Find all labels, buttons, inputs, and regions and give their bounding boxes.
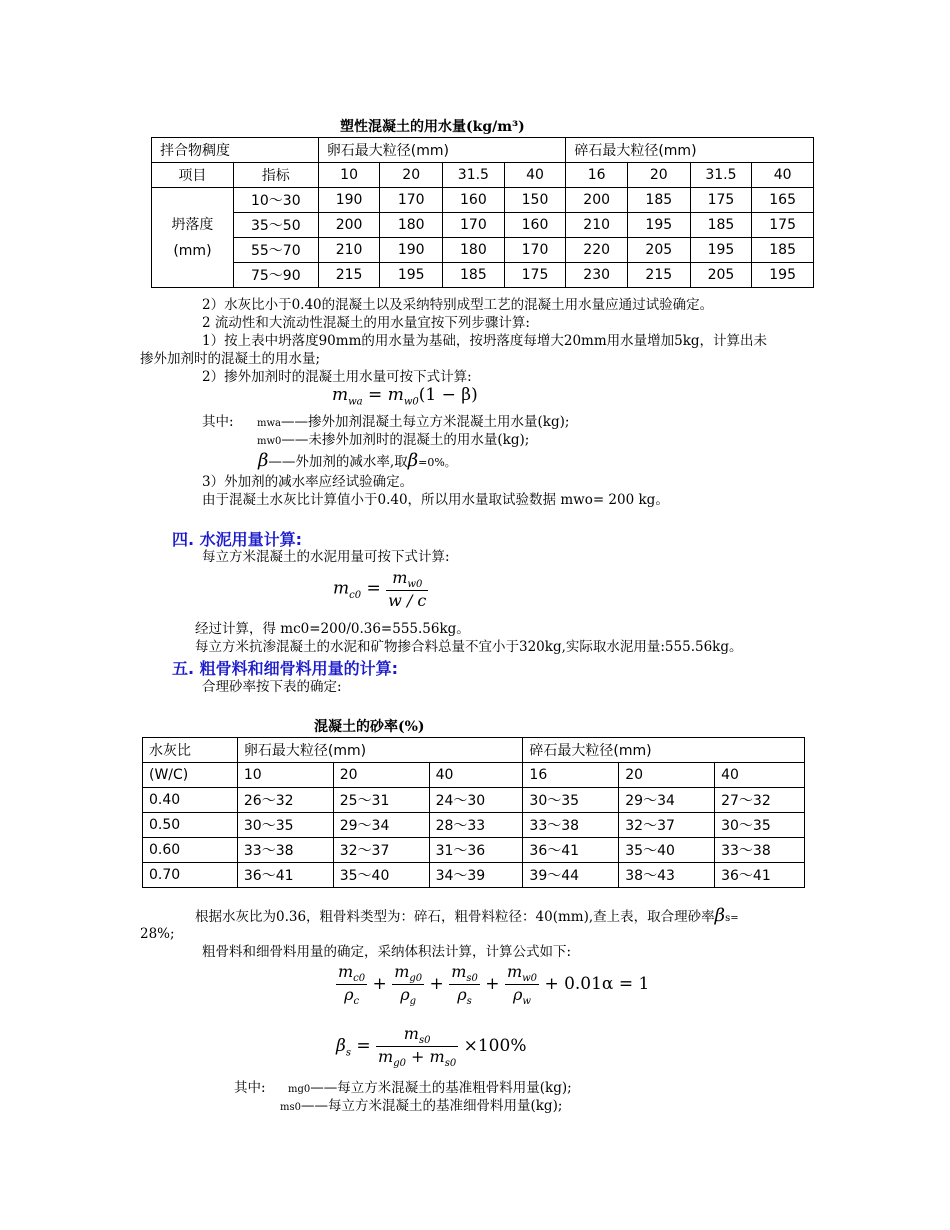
formula-subscript: wa — [348, 396, 363, 408]
table-cell: 75～90 — [233, 263, 318, 288]
table-cell: 33～38 — [715, 838, 805, 863]
where-prefix: 其中: — [202, 414, 234, 430]
table-cell: 195 — [627, 213, 690, 238]
table1-size: 10 — [318, 163, 380, 188]
formula-subscript: w0 — [403, 396, 419, 408]
sand-ratio-table — [142, 737, 805, 888]
where-line — [257, 431, 529, 451]
table-cell: 175 — [752, 213, 814, 238]
formula-tail: ×100% — [463, 1036, 527, 1057]
table-cell: 175 — [690, 188, 752, 213]
formula-tail: + 0.01α = 1 — [544, 974, 650, 995]
where-line — [258, 452, 456, 472]
table2-size: 10 — [237, 763, 333, 788]
table-cell: 27～32 — [715, 788, 805, 813]
table-row — [152, 213, 814, 238]
table-cell: 150 — [504, 188, 566, 213]
table1-header-pebble: 卵石最大粒径(mm) — [318, 138, 566, 163]
formula-tail: (1 − β) — [418, 385, 478, 405]
formula-symbol: m — [392, 568, 408, 587]
para-line: 粗骨料和细骨料用量的确定，采纳体积法计算，计算公式如下: — [202, 944, 572, 960]
para-line: 掺外加剂时的混凝土的用水量; — [140, 351, 321, 367]
table1-size: 16 — [566, 163, 628, 188]
table-cell: 10～30 — [233, 188, 318, 213]
formula-sand-ratio: $\beta_s$ = $\frac{m_{s0}}{m_{g0} + m_{s0}}$ ×100% — [336, 1024, 527, 1070]
table-cell: 180 — [380, 213, 443, 238]
para-line: 经过计算，得 mc0=200/0.36=555.56kg。 — [195, 621, 470, 637]
table2-size: 40 — [429, 763, 523, 788]
table-row — [143, 863, 805, 888]
table-cell: 30～35 — [523, 788, 619, 813]
formula-subscript: w0 — [407, 579, 423, 591]
table-cell: 39～44 — [523, 863, 619, 888]
table-cell: 170 — [380, 188, 443, 213]
table-cell: 210 — [318, 238, 380, 263]
table-cell: 36～41 — [523, 838, 619, 863]
table-cell: 180 — [443, 238, 505, 263]
table-cell: 220 — [566, 238, 628, 263]
table2-size: 20 — [333, 763, 429, 788]
formula-symbol: m — [332, 385, 349, 405]
table2-size: 20 — [619, 763, 715, 788]
table-cell: 160 — [504, 213, 566, 238]
table1-header-item: 项目 — [152, 163, 234, 188]
formula-equals: = — [362, 385, 388, 405]
table1-caption: 塑性混凝土的用水量(kg/m³) — [340, 119, 525, 135]
table-cell: 34～39 — [429, 863, 523, 888]
table-cell: 33～38 — [523, 813, 619, 838]
section-heading-aggregate: 五. 粗骨料和细骨料用量的计算: — [172, 659, 399, 678]
table-row — [143, 813, 805, 838]
where-desc: ——掺外加剂混凝土每立方米混凝土用水量(kg); — [281, 414, 570, 430]
table-cell: 210 — [566, 213, 628, 238]
where-desc: ——每立方米混凝土的基准细骨料用量(kg); — [300, 1098, 563, 1114]
formula-fraction: $\frac{m_{s0}}{m_{g0} + m_{s0}}$ — [378, 1024, 457, 1070]
symbol-mwa: mwa — [257, 418, 282, 429]
table-cell: 38～43 — [619, 863, 715, 888]
table1-size: 40 — [752, 163, 814, 188]
table-cell: 215 — [627, 263, 690, 288]
where-prefix: 其中: — [234, 1080, 266, 1096]
symbol-beta: β — [407, 450, 419, 471]
table-cell: 32～37 — [619, 813, 715, 838]
table-cell: 0.50 — [143, 813, 238, 838]
para-text: s= — [725, 913, 739, 924]
table-cell: 195 — [380, 263, 443, 288]
formula-fraction — [386, 568, 428, 610]
table-cell: 200 — [318, 213, 380, 238]
where-desc: ——每立方米混凝土的基准粗骨料用量(kg); — [310, 1080, 572, 1096]
table-cell: 26～32 — [237, 788, 333, 813]
table-cell: 170 — [443, 213, 505, 238]
table-cell: 29～34 — [619, 788, 715, 813]
table-cell: 200 — [566, 188, 628, 213]
table-cell: 190 — [380, 238, 443, 263]
symbol-ms0: ms0 — [280, 1102, 301, 1113]
table1-header-index: 指标 — [233, 163, 318, 188]
where-line — [257, 413, 569, 433]
table-cell: 190 — [318, 188, 380, 213]
table1-header-consistency: 拌合物稠度 — [152, 138, 319, 163]
table-row — [152, 188, 814, 213]
where-desc: ——未掺外加剂时的混凝土的用水量(kg); — [281, 432, 530, 448]
table-cell: 31～36 — [429, 838, 523, 863]
table-cell: 0.60 — [143, 838, 238, 863]
table-cell: 185 — [443, 263, 505, 288]
table-cell: 230 — [566, 263, 628, 288]
para-line: 由于混凝土水灰比计算值小于0.40，所以用水量取试验数据 mwo= 200 kg。 — [202, 492, 669, 508]
table-row — [143, 788, 805, 813]
slump-label — [152, 188, 234, 288]
table2-size: 40 — [715, 763, 805, 788]
para-text: 根据水灰比为0.36，粗骨料类型为：碎石，粗骨料粒径：40(mm),查上表，取合理砂率 — [195, 909, 715, 925]
table-cell: 215 — [318, 263, 380, 288]
formula-fraction: $\frac{m_{c0}}{\rho_c}$ — [338, 962, 366, 1008]
table2-header-wc: 水灰比 — [143, 738, 238, 763]
table1-size: 31.5 — [443, 163, 505, 188]
table-row — [152, 263, 814, 288]
fraction-denominator: w / c — [388, 591, 427, 611]
table-cell: 185 — [752, 238, 814, 263]
table-cell: 25～31 — [333, 788, 429, 813]
table-cell: 160 — [443, 188, 505, 213]
table1-size: 40 — [504, 163, 566, 188]
symbol-mg0: mg0 — [288, 1084, 311, 1095]
table-cell: 35～40 — [333, 863, 429, 888]
table-cell: 205 — [690, 263, 752, 288]
table1-size: 20 — [627, 163, 690, 188]
table-cell: 165 — [752, 188, 814, 213]
water-table — [151, 137, 814, 288]
table-cell: 35～40 — [619, 838, 715, 863]
section-heading-cement: 四. 水泥用量计算: — [172, 530, 303, 549]
table-cell: 170 — [504, 238, 566, 263]
table-cell: 175 — [504, 263, 566, 288]
table-cell: 33～38 — [237, 838, 333, 863]
para-line: 2 流动性和大流动性混凝土的用水量宜按下列步骤计算: — [202, 315, 530, 331]
formula-subscript: c0 — [349, 589, 362, 601]
formula-volume-method: $\frac{m_{c0}}{\rho_c}$ + $\frac{m_{g0}}{\rho_g}$ + $\frac{m_{s0}}{\rho_s}$ + $\frac{m_{w0}}{\rho_w}$ + 0.01α = 1 — [338, 962, 650, 1008]
fraction-numerator — [386, 568, 428, 590]
table-row — [143, 838, 805, 863]
table-cell: 205 — [627, 238, 690, 263]
table-cell: 29～34 — [333, 813, 429, 838]
table-cell: 28～33 — [429, 813, 523, 838]
para-line: 28%; — [140, 926, 175, 942]
para-line — [195, 907, 739, 928]
table-cell: 185 — [627, 188, 690, 213]
formula-symbol: m — [333, 578, 350, 599]
table2-header-pebble: 卵石最大粒径(mm) — [237, 738, 523, 763]
table-cell: 30～35 — [237, 813, 333, 838]
table1-size: 20 — [380, 163, 443, 188]
table2-size: 16 — [523, 763, 619, 788]
formula-fraction: $\frac{m_{w0}}{\rho_w}$ — [506, 962, 538, 1008]
table-cell: 35～50 — [233, 213, 318, 238]
table-cell: 195 — [690, 238, 752, 263]
table1-size: 31.5 — [690, 163, 752, 188]
formula-water-with-admixture — [332, 385, 478, 407]
table-cell: 185 — [690, 213, 752, 238]
para-line: 合理砂率按下表的确定: — [202, 679, 342, 695]
formula-symbol: m — [387, 385, 404, 405]
slump-label-text: 坍落度 — [171, 216, 214, 233]
table-cell: 0.70 — [143, 863, 238, 888]
table1-header-gravel: 碎石最大粒径(mm) — [566, 138, 814, 163]
para-line: 3）外加剂的减水率应经试验确定。 — [202, 474, 414, 490]
table-cell: 30～35 — [715, 813, 805, 838]
where-desc: =0%。 — [418, 456, 456, 469]
slump-label-unit: (mm) — [173, 242, 212, 259]
para-line: 1）按上表中坍落度90mm的用水量为基础，按坍落度每增大20mm用水量增加5kg，计算出未 — [202, 333, 768, 349]
table-cell: 24～30 — [429, 788, 523, 813]
where-desc: ——外加剂的减水率,取 — [268, 454, 408, 470]
formula-fraction: $\frac{m_{g0}}{\rho_g}$ — [394, 962, 423, 1008]
where-line — [280, 1097, 562, 1117]
table-cell: 32～37 — [333, 838, 429, 863]
table-cell: 36～41 — [715, 863, 805, 888]
para-line: 每立方米抗渗混凝土的水泥和矿物掺合料总量不宜小于320kg,实际取水泥用量:555.56kg。 — [195, 639, 743, 655]
symbol-mw0: mw0 — [257, 436, 282, 447]
symbol-beta: β — [714, 905, 726, 926]
formula-cement: $m_{c0}$ = $\frac{m_{w0}}{w / c}$ — [333, 568, 427, 611]
table-cell: 195 — [752, 263, 814, 288]
para-line: 每立方米混凝土的水泥用量可按下式计算: — [202, 549, 450, 565]
where-line — [288, 1079, 572, 1099]
table-row — [152, 238, 814, 263]
formula-fraction: $\frac{m_{s0}}{\rho_s}$ — [451, 962, 478, 1008]
para-line: 2）掺外加剂时的混凝土用水量可按下式计算: — [202, 369, 472, 385]
table2-caption: 混凝土的砂率(%) — [314, 719, 425, 735]
table2-header-wc-unit: (W/C) — [143, 763, 238, 788]
table2-header-gravel: 碎石最大粒径(mm) — [523, 738, 805, 763]
symbol-beta: β — [258, 450, 269, 471]
table-cell: 36～41 — [237, 863, 333, 888]
table-cell: 0.40 — [143, 788, 238, 813]
table-cell: 55～70 — [233, 238, 318, 263]
para-line: 2）水灰比小于0.40的混凝土以及采纳特别成型工艺的混凝土用水量应通过试验确定。 — [202, 297, 714, 313]
